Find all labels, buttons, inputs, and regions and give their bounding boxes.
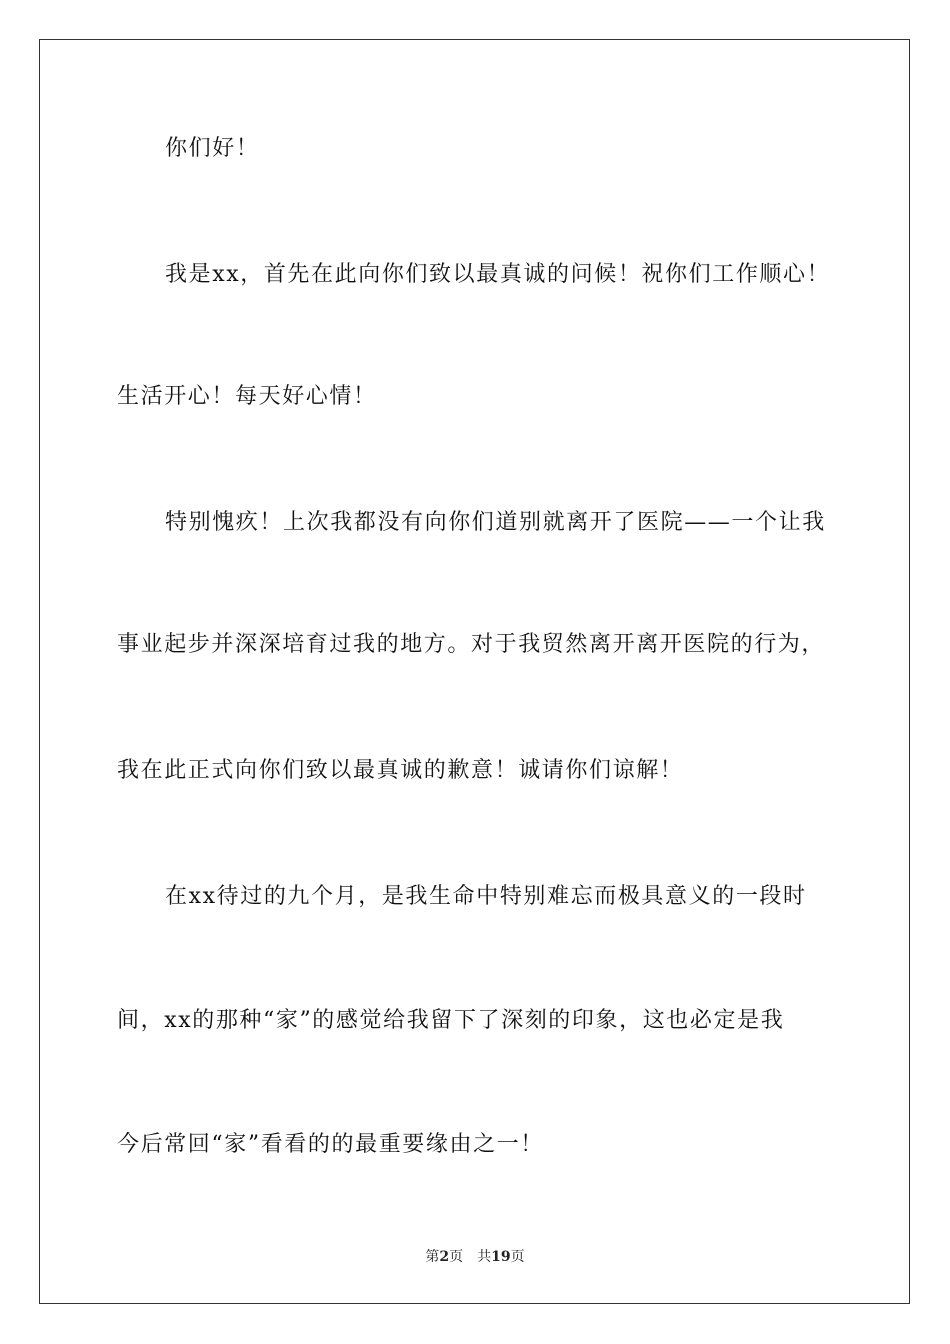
body-line: 我是xx，首先在此向你们致以最真诚的问候！祝你们工作顺心！	[165, 262, 831, 287]
footer-page-number: 2	[439, 1249, 450, 1265]
footer-total-prefix: 共	[477, 1249, 492, 1265]
body-line: 间，xx的那种“家”的感觉给我留下了深刻的印象，这也必定是我	[117, 1008, 785, 1033]
body-line: 特别愧疚！上次我都没有向你们道别就离开了医院——一个让我	[165, 510, 826, 535]
page-frame	[39, 39, 910, 1304]
footer-total-suffix: 页	[510, 1249, 525, 1265]
footer-page-prefix: 第	[425, 1249, 440, 1265]
body-line: 我在此正式向你们致以最真诚的歉意！诚请你们谅解！	[117, 758, 684, 783]
footer-page-suffix: 页	[449, 1249, 464, 1265]
greeting-line: 你们好！	[165, 136, 260, 161]
body-line: 事业起步并深深培育过我的地方。对于我贸然离开离开医院的行为，	[117, 632, 826, 657]
page-footer	[0, 1248, 950, 1266]
body-line: 今后常回“家”看看的的最重要缘由之一！	[117, 1132, 544, 1157]
footer-total-pages: 19	[491, 1249, 511, 1265]
body-line: 在xx待过的九个月，是我生命中特别难忘而极具意义的一段时	[165, 884, 807, 909]
body-line: 生活开心！每天好心情！	[117, 384, 377, 409]
